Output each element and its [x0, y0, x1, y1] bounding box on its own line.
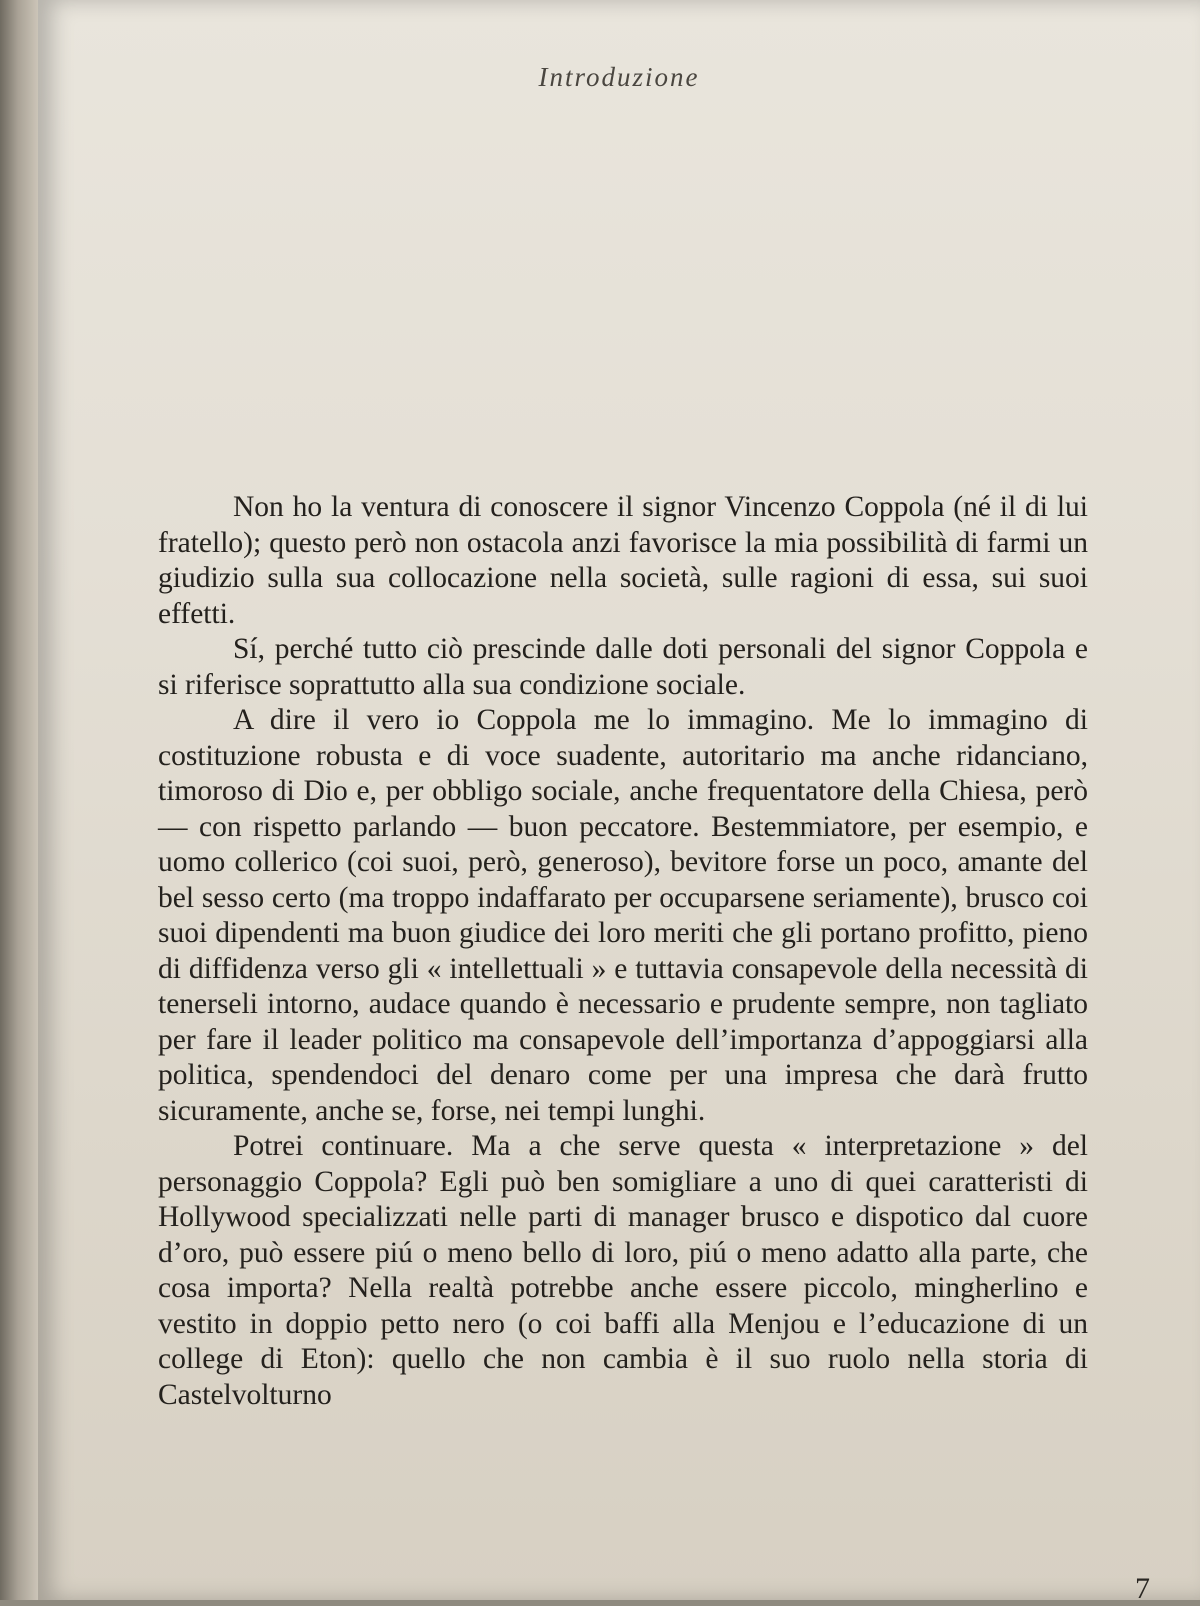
body-text — [158, 490, 1088, 1413]
book-page — [38, 0, 1200, 1605]
paragraph-2: Sí, perché tutto ciò prescinde dalle doti personali del signor Coppola e si riferisce soprattutto alla sua condizione sociale. — [158, 633, 1088, 701]
page-number: 7 — [1135, 1572, 1150, 1605]
paragraph-1: Non ho la ventura di conoscere il signor Vincenzo Coppola (né il di lui fratello); questo però non ostacola anzi favorisce la mia possibilità di farmi un giudizio sulla sua collocazione nella società, sulle ragioni di essa, sui suoi effetti. — [158, 491, 1088, 630]
paragraph-3: A dire il vero io Coppola me lo immagino. Me lo immagino di costituzione robusta e di voce suadente, autoritario ma anche ridanciano, timoroso di Dio e, per obbligo sociale, anche frequentatore della Chiesa, però — con rispetto parlando — buon peccatore. Bestemmiatore, per esempio, e uomo collerico (coi suoi, però, generoso), bevitore forse un poco, amante del bel sesso certo (ma troppo indaffarato per occuparsene seriamente), brusco coi suoi dipendenti ma buon giudice dei loro meriti che gli portano profitto, pieno di diffidenza verso gli « intellettuali » e tuttavia consapevole della necessità di tenerseli intorno, audace quando è necessario e prudente sempre, non tagliato per fare il leader politico ma consapevole dell’importanza d’appoggiarsi alla politica, spendendoci del denaro come per una impresa che darà frutto sicuramente, anche se, forse, nei tempi lunghi. — [158, 704, 1088, 1127]
running-head-title: Introduzione — [538, 62, 700, 92]
book-spine-edge — [0, 0, 40, 1600]
paragraph-4: Potrei continuare. Ma a che serve questa « interpretazione » del personaggio Coppola? Egli può ben somigliare a uno di quei caratteristi di Hollywood specializzati nelle parti di manager brusco e dispotico dal cuore d’oro, può essere piú o meno bello di loro, piú o meno adatto alla parte, che cosa importa? Nella realtà potrebbe anche essere piccolo, mingherlino e vestito in doppio petto nero (o coi baffi alla Menjou e l’educazione di un college di Eton): quello che non cambia è il suo ruolo nella storia di Castelvolturno — [158, 1130, 1088, 1411]
